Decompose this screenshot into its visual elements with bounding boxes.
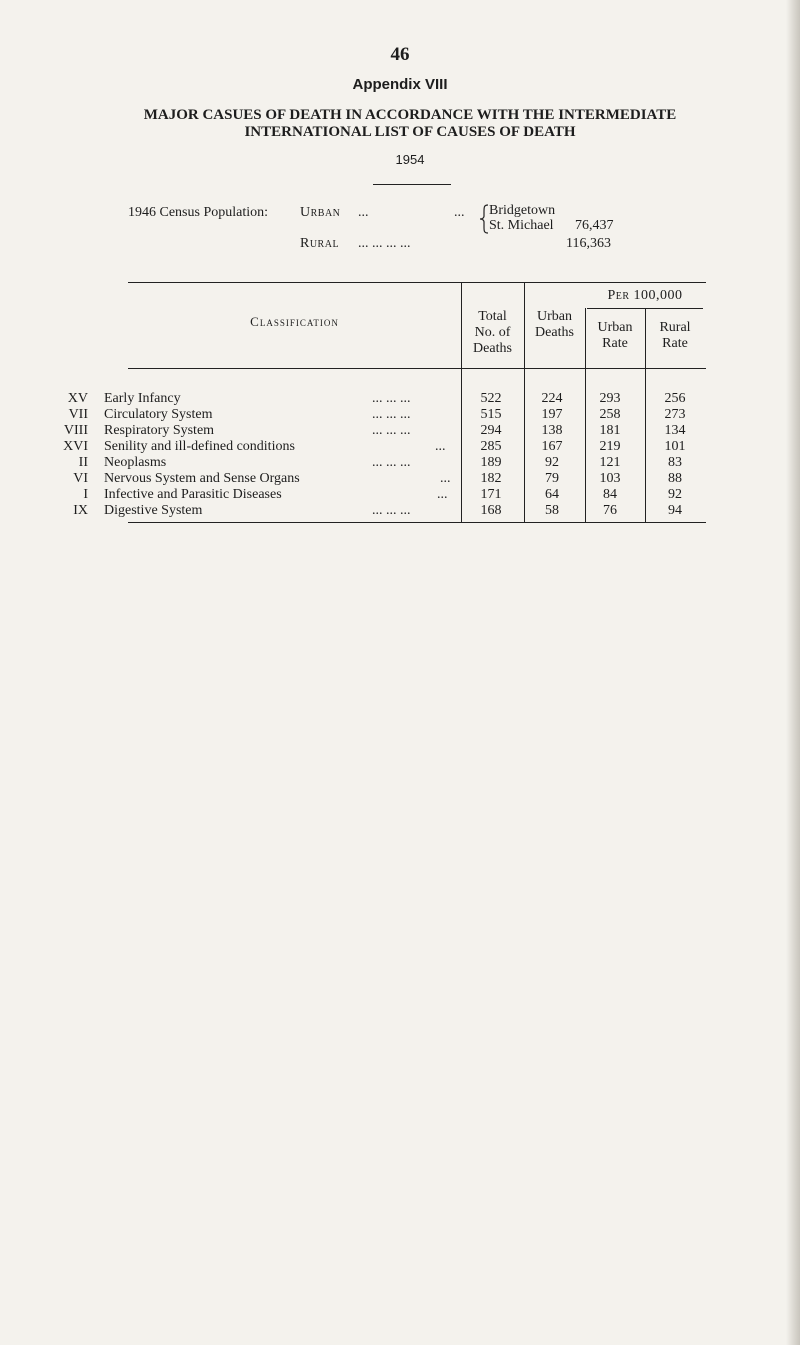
- row-urban-deaths: 197: [541, 407, 563, 422]
- row-total: 168: [480, 503, 502, 518]
- census-urban-value: 76,437: [575, 218, 614, 233]
- row-total: 294: [480, 423, 502, 438]
- row-total: 285: [480, 439, 502, 454]
- row-leader: ...: [437, 487, 448, 502]
- row-leader: ...: [440, 471, 451, 486]
- page-title: [0, 107, 800, 141]
- row-urban-rate: 121: [599, 455, 621, 470]
- header-bottom-rule: [128, 368, 706, 369]
- row-total: 182: [480, 471, 502, 486]
- row-name: Infective and Parasitic Diseases: [104, 487, 282, 502]
- header-urban-rate-line-2: Rate: [602, 336, 628, 351]
- row-number: II: [78, 455, 88, 470]
- census-urban-leader: ...: [358, 205, 369, 220]
- table-row: [0, 391, 800, 407]
- row-total: 522: [480, 391, 502, 406]
- row-urban-deaths: 79: [545, 471, 559, 486]
- row-leader: ...: [435, 439, 446, 454]
- row-urban-deaths: 224: [541, 391, 563, 406]
- row-number: XVI: [63, 439, 88, 454]
- row-rural-rate: 83: [668, 455, 682, 470]
- row-leader: ... ... ...: [372, 391, 411, 406]
- header-urban-line-1: Urban: [537, 309, 572, 324]
- header-urban-deaths: [524, 309, 585, 341]
- table-top-rule: [128, 282, 706, 283]
- row-rural-rate: 88: [668, 471, 682, 486]
- row-urban-deaths: 64: [545, 487, 559, 502]
- census-rural-label: Rural: [300, 236, 340, 251]
- row-name: Senility and ill-defined conditions: [104, 439, 295, 454]
- row-urban-rate: 103: [599, 471, 621, 486]
- row-number: IX: [73, 503, 88, 518]
- row-name: Respiratory System: [104, 423, 215, 438]
- table-row: [0, 407, 800, 423]
- table-row: [0, 423, 800, 439]
- year: 1954: [395, 152, 425, 167]
- census-place-1: Bridgetown: [489, 203, 556, 218]
- row-number: VII: [68, 407, 88, 422]
- row-number: XV: [67, 391, 88, 406]
- row-rural-rate: 273: [664, 407, 686, 422]
- table-row: [0, 439, 800, 455]
- row-rural-rate: 101: [664, 439, 686, 454]
- title-line-2: INTERNATIONAL LIST OF CAUSES OF DEATH: [244, 124, 576, 140]
- row-name: Nervous System and Sense Organs: [104, 471, 300, 486]
- row-name: Circulatory System: [104, 407, 213, 422]
- row-urban-rate: 181: [599, 423, 621, 438]
- header-total-line-2: No. of: [474, 325, 511, 340]
- table-bottom-rule: [128, 522, 706, 523]
- row-leader: ... ... ...: [372, 407, 411, 422]
- header-urban-line-2: Deaths: [535, 325, 574, 340]
- appendix-heading: Appendix VIII: [352, 76, 448, 93]
- divider: [373, 184, 451, 185]
- header-rural-rate-line-1: Rural: [659, 320, 691, 335]
- census-label: 1946 Census Population:: [128, 205, 269, 220]
- page-edge-shadow: [786, 0, 800, 1345]
- row-urban-deaths: 58: [545, 503, 559, 518]
- header-rural-rate: [645, 320, 705, 352]
- row-leader: ... ... ...: [372, 503, 411, 518]
- row-urban-deaths: 92: [545, 455, 559, 470]
- row-number: VI: [73, 471, 88, 486]
- row-name: Neoplasms: [104, 455, 167, 470]
- table-row: [0, 487, 800, 503]
- census-urban-leader-2: ...: [454, 205, 465, 220]
- census-rural-value: 116,363: [566, 236, 611, 251]
- table-row: [0, 503, 800, 519]
- row-total: 171: [480, 487, 502, 502]
- brace-icon: [479, 204, 489, 234]
- row-number: VIII: [63, 423, 88, 438]
- row-name: Digestive System: [104, 503, 203, 518]
- row-urban-deaths: 138: [541, 423, 563, 438]
- row-number: I: [83, 487, 88, 502]
- census-urban-label: Urban: [300, 205, 341, 220]
- row-urban-rate: 293: [599, 391, 621, 406]
- header-total-line-1: Total: [478, 309, 507, 324]
- row-urban-rate: 76: [603, 503, 617, 518]
- row-urban-rate: 84: [603, 487, 617, 502]
- row-rural-rate: 94: [668, 503, 682, 518]
- row-urban-rate: 219: [599, 439, 621, 454]
- row-urban-deaths: 167: [541, 439, 563, 454]
- table-row: [0, 471, 800, 487]
- title-line-1: MAJOR CASUES OF DEATH IN ACCORDANCE WITH THE INTERMEDIATE: [143, 107, 677, 123]
- row-urban-rate: 258: [599, 407, 621, 422]
- row-rural-rate: 134: [664, 423, 686, 438]
- header-classification: Classification: [250, 314, 339, 329]
- row-name: Early Infancy: [104, 391, 181, 406]
- row-leader: ... ... ...: [372, 423, 411, 438]
- row-total: 189: [480, 455, 502, 470]
- header-rural-rate-line-2: Rate: [662, 336, 688, 351]
- census-place-2: St. Michael: [489, 218, 554, 233]
- row-rural-rate: 256: [664, 391, 686, 406]
- header-urban-rate-line-1: Urban: [597, 320, 633, 335]
- header-total-deaths: [461, 309, 524, 357]
- page-number: 46: [390, 44, 410, 65]
- table-row: [0, 455, 800, 471]
- header-per-100000: Per 100,000: [607, 288, 683, 303]
- header-urban-rate: [585, 320, 645, 352]
- header-total-line-3: Deaths: [473, 341, 512, 356]
- row-rural-rate: 92: [668, 487, 682, 502]
- census-rural-leader: ... ... ... ...: [358, 236, 411, 251]
- row-leader: ... ... ...: [372, 455, 411, 470]
- row-total: 515: [480, 407, 502, 422]
